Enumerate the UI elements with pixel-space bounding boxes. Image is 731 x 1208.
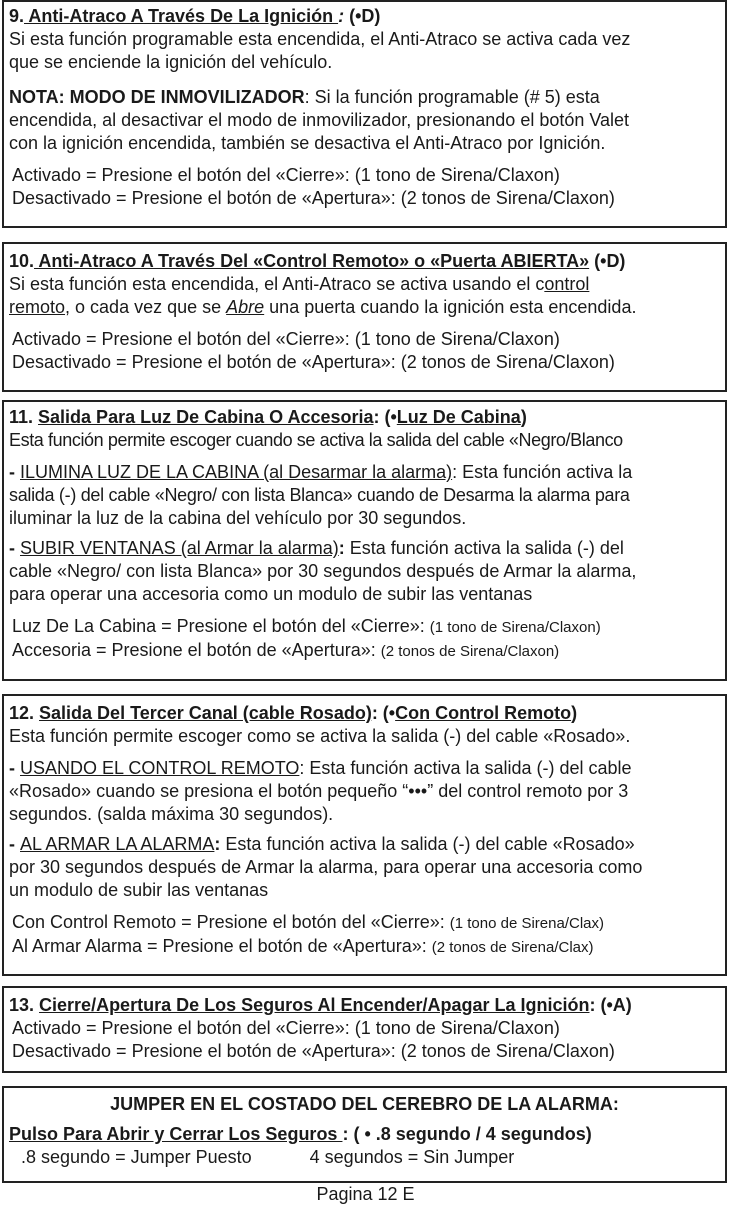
section-11-option-a-2: salida (-) del cable «Negro/ con lista Blanca» cuando de Desarma la alarma para — [9, 485, 630, 505]
jumper-options — [9, 1146, 725, 1169]
section-10-heading: 10. Anti-Atraco A Través Del «Control Remoto» o «Puerta ABIERTA» (•D) — [9, 251, 626, 271]
section-12-option-b-3: un modulo de subir las ventanas — [9, 880, 269, 900]
section-10-option-deactivated: Desactivado = Presione el botón de «Apertura»: (2 tonos de Sirena/Claxon) — [12, 352, 615, 372]
section-13-option-activated: Activado = Presione el botón del «Cierre»: (1 tono de Sirena/Claxon) — [12, 1018, 560, 1038]
section-11-option-a-3: iluminar la luz de la cabina del vehículo por 30 segundos. — [9, 508, 467, 528]
section-12-option-a-3: segundos. (salda máxima 30 segundos). — [9, 804, 334, 824]
section-11-desc: Esta función permite escoger cuando se activa la salida del cable «Negro/Blanco — [9, 430, 623, 450]
section-9-desc-1: Si esta función programable esta encendida, el Anti-Atraco se activa cada vez — [9, 29, 631, 49]
section-12-option-a-2: «Rosado» cuando se presiona el botón pequeño “•••” del control remoto por 3 — [9, 781, 629, 801]
jumper-option-installed: .8 segundo = Jumper Puesto — [21, 1147, 252, 1167]
section-10-desc-1: Si esta función esta encendida, el Anti-Atraco se activa usando el control — [9, 274, 590, 294]
section-12-heading: 12. Salida Del Tercer Canal (cable Rosado): (•Con Control Remoto) — [9, 703, 578, 723]
jumper-option-none: 4 segundos = Sin Jumper — [309, 1147, 515, 1167]
section-10-desc-2: remoto, o cada vez que se Abre una puerta cuando la ignición esta encendida. — [9, 297, 637, 317]
section-9-heading: 9. Anti-Atraco A Través De La Ignición : (•D) — [9, 6, 381, 26]
section-11-option-b-2: cable «Negro/ con lista Blanca» por 30 segundos después de Armar la alarma, — [9, 561, 637, 581]
section-12-option-arm: Al Armar Alarma = Presione el botón de «Apertura»: (2 tonos de Sirena/Clax) — [12, 936, 594, 956]
section-11-option-b-3: para operar una accesoria como un modulo de subir las ventanas — [9, 584, 533, 604]
section-11-option-cabin: Luz De La Cabina = Presione el botón del «Cierre»: (1 tono de Sirena/Claxon) — [12, 616, 601, 636]
section-12-option-b-2: por 30 segundos después de Armar la alarma, para operar una accesoria como — [9, 857, 643, 877]
section-11 — [2, 400, 727, 681]
section-13 — [2, 986, 727, 1073]
section-9 — [2, 0, 727, 228]
section-12-desc: Esta función permite escoger como se activa la salida (-) del cable «Rosado». — [9, 726, 631, 746]
jumper-heading: JUMPER EN EL COSTADO DEL CEREBRO DE LA ALARMA: — [110, 1094, 619, 1114]
section-10 — [2, 242, 727, 392]
section-13-option-deactivated: Desactivado = Presione el botón de «Apertura»: (2 tonos de Sirena/Claxon) — [12, 1041, 615, 1061]
section-11-option-a-1: - ILUMINA LUZ DE LA CABINA (al Desarmar la alarma): Esta función activa la — [9, 462, 633, 482]
section-9-desc-2: que se enciende la ignición del vehículo. — [9, 52, 333, 72]
section-11-heading: 11. Salida Para Luz De Cabina O Accesoria: (•Luz De Cabina) — [9, 407, 527, 427]
section-9-option-activated: Activado = Presione el botón del «Cierre»: (1 tono de Sirena/Claxon) — [12, 165, 560, 185]
section-9-option-deactivated: Desactivado = Presione el botón de «Apertura»: (2 tonos de Sirena/Claxon) — [12, 188, 615, 208]
section-11-option-b-1: - SUBIR VENTANAS (al Armar la alarma): Esta función activa la salida (-) del — [9, 538, 624, 558]
jumper-subheading: Pulso Para Abrir y Cerrar Los Seguros : ( • .8 segundo / 4 segundos) — [9, 1124, 592, 1144]
section-12-option-b-1: - AL ARMAR LA ALARMA: Esta función activa la salida (-) del cable «Rosado» — [9, 834, 635, 854]
section-12-option-remote: Con Control Remoto = Presione el botón del «Cierre»: (1 tono de Sirena/Clax) — [12, 912, 604, 932]
section-12 — [2, 694, 727, 976]
section-11-option-accessory: Accesoria = Presione el botón de «Apertura»: (2 tonos de Sirena/Claxon) — [12, 640, 560, 660]
section-10-option-activated: Activado = Presione el botón del «Cierre»: (1 tono de Sirena/Claxon) — [12, 329, 560, 349]
section-9-note-1: NOTA: MODO DE INMOVILIZADOR: Si la función programable (# 5) esta — [9, 87, 600, 107]
section-9-note-3: con la ignición encendida, también se desactiva el Anti-Atraco por Ignición. — [9, 133, 606, 153]
section-9-note-2: encendida, al desactivar el modo de inmovilizador, presionando el botón Valet — [9, 110, 630, 130]
page-number: Pagina 12 E — [316, 1184, 415, 1204]
section-12-option-a-1: - USANDO EL CONTROL REMOTO: Esta función activa la salida (-) del cable — [9, 758, 632, 778]
section-13-heading: 13. Cierre/Apertura De Los Seguros Al Encender/Apagar La Ignición: (•A) — [9, 995, 632, 1015]
jumper-section — [2, 1086, 727, 1183]
